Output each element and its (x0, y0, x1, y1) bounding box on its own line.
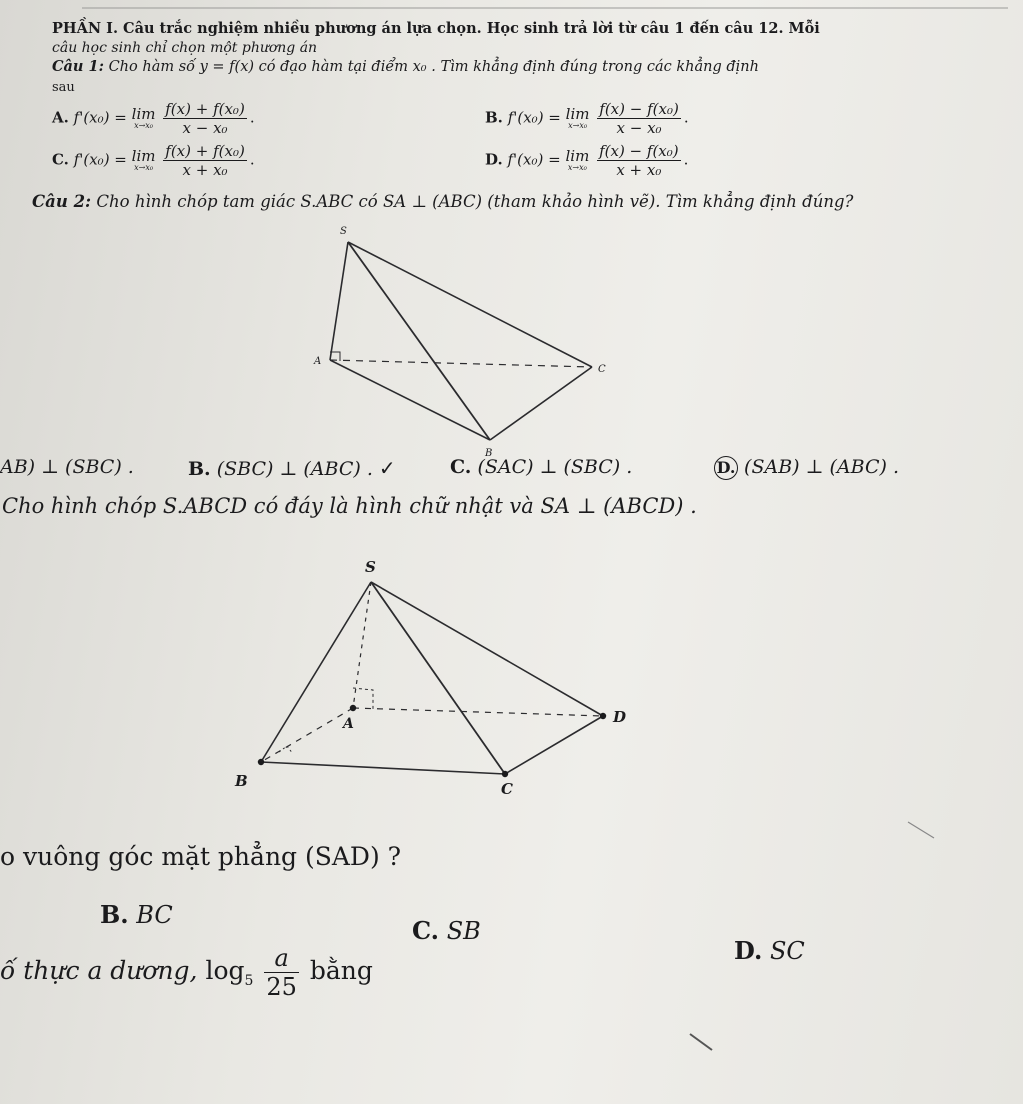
q2-option-d: D. (SAB) ⊥ (ABC) . (714, 456, 899, 480)
q4-fraction: $\frac{a}{25}$ (266, 944, 297, 1001)
q3-option-d: D. SC (734, 936, 805, 965)
q1-text-line2: sau (52, 80, 75, 95)
q1-label: Câu 1: (52, 58, 104, 75)
q2-option-b: B. (SBC) ⊥ (ABC) . ✓ (188, 456, 396, 480)
label-b: B (485, 448, 493, 459)
label-a: A (314, 356, 322, 367)
q2-text: Cho hình chóp tam giác S.ABC có SA ⊥ (ABC) (tham khảo hình vẽ). Tìm khẳng định đúng? (96, 192, 854, 211)
part-header-line2: câu học sinh chỉ chọn một phương án (52, 40, 318, 56)
label-c: C (501, 780, 513, 798)
label-c: C (598, 364, 606, 375)
q3-option-b: B. BC (100, 900, 173, 929)
checkmark-icon: ✓ (378, 456, 396, 480)
q1-text: Cho hàm số y = f(x) có đạo hàm tại điểm x₀ . Tìm khẳng định đúng trong các khẳng định (108, 59, 759, 75)
q2-label: Câu 2: (32, 192, 92, 211)
pencil-stroke (908, 822, 934, 838)
q1-option-c: C. f'(x₀) = lim x→x₀ $\frac{\text{f(x) + f(x₀)}}{\text{x + x₀}}$ . (52, 142, 255, 179)
q3-option-c: C. SB (412, 916, 481, 945)
q1-option-d: D. f'(x₀) = lim x→x₀ $\frac{\text{f(x) − f(x₀)}}{\text{x + x₀}}$ . (485, 142, 689, 179)
q2-option-c: C. (SAC) ⊥ (SBC) . (450, 456, 633, 478)
q4-text-start: ố thực a dương, (0, 956, 198, 985)
part-header: PHẦN I. Câu trắc nghiệm nhiều phương án lựa chọn. Học sinh trả lời từ câu 1 đến câu 12. Mỗi (52, 20, 820, 37)
label-b: B (235, 772, 248, 790)
circled-answer-d: D. (714, 456, 738, 480)
label-s: S (365, 558, 376, 576)
q1-option-b: B. f'(x₀) = lim x→x₀ $\frac{\text{f(x) − f(x₀)}}{\text{x − x₀}}$ . (485, 100, 689, 137)
q2-option-a: AB) ⊥ (SBC) . (0, 456, 134, 478)
q3-question-tail: o vuông góc mặt phẳng (SAD) ? (0, 842, 402, 871)
q4-stem: ố thực a dương, $\log_5$ $\frac{a}{25}$ bằng (0, 944, 373, 1001)
q4-text-end: bằng (309, 956, 373, 985)
label-d: D (613, 708, 627, 726)
pencil-stroke (690, 1034, 712, 1050)
label-a: A (343, 716, 354, 732)
q3-stem: Cho hình chóp S.ABCD có đáy là hình chữ nhật và SA ⊥ (ABCD) . (2, 494, 697, 518)
q1-option-a: A. f'(x₀) = lim x→x₀ $\frac{\text{f(x) + f(x₀)}}{\text{x − x₀}}$ . (52, 100, 255, 137)
label-s: S (340, 226, 347, 237)
